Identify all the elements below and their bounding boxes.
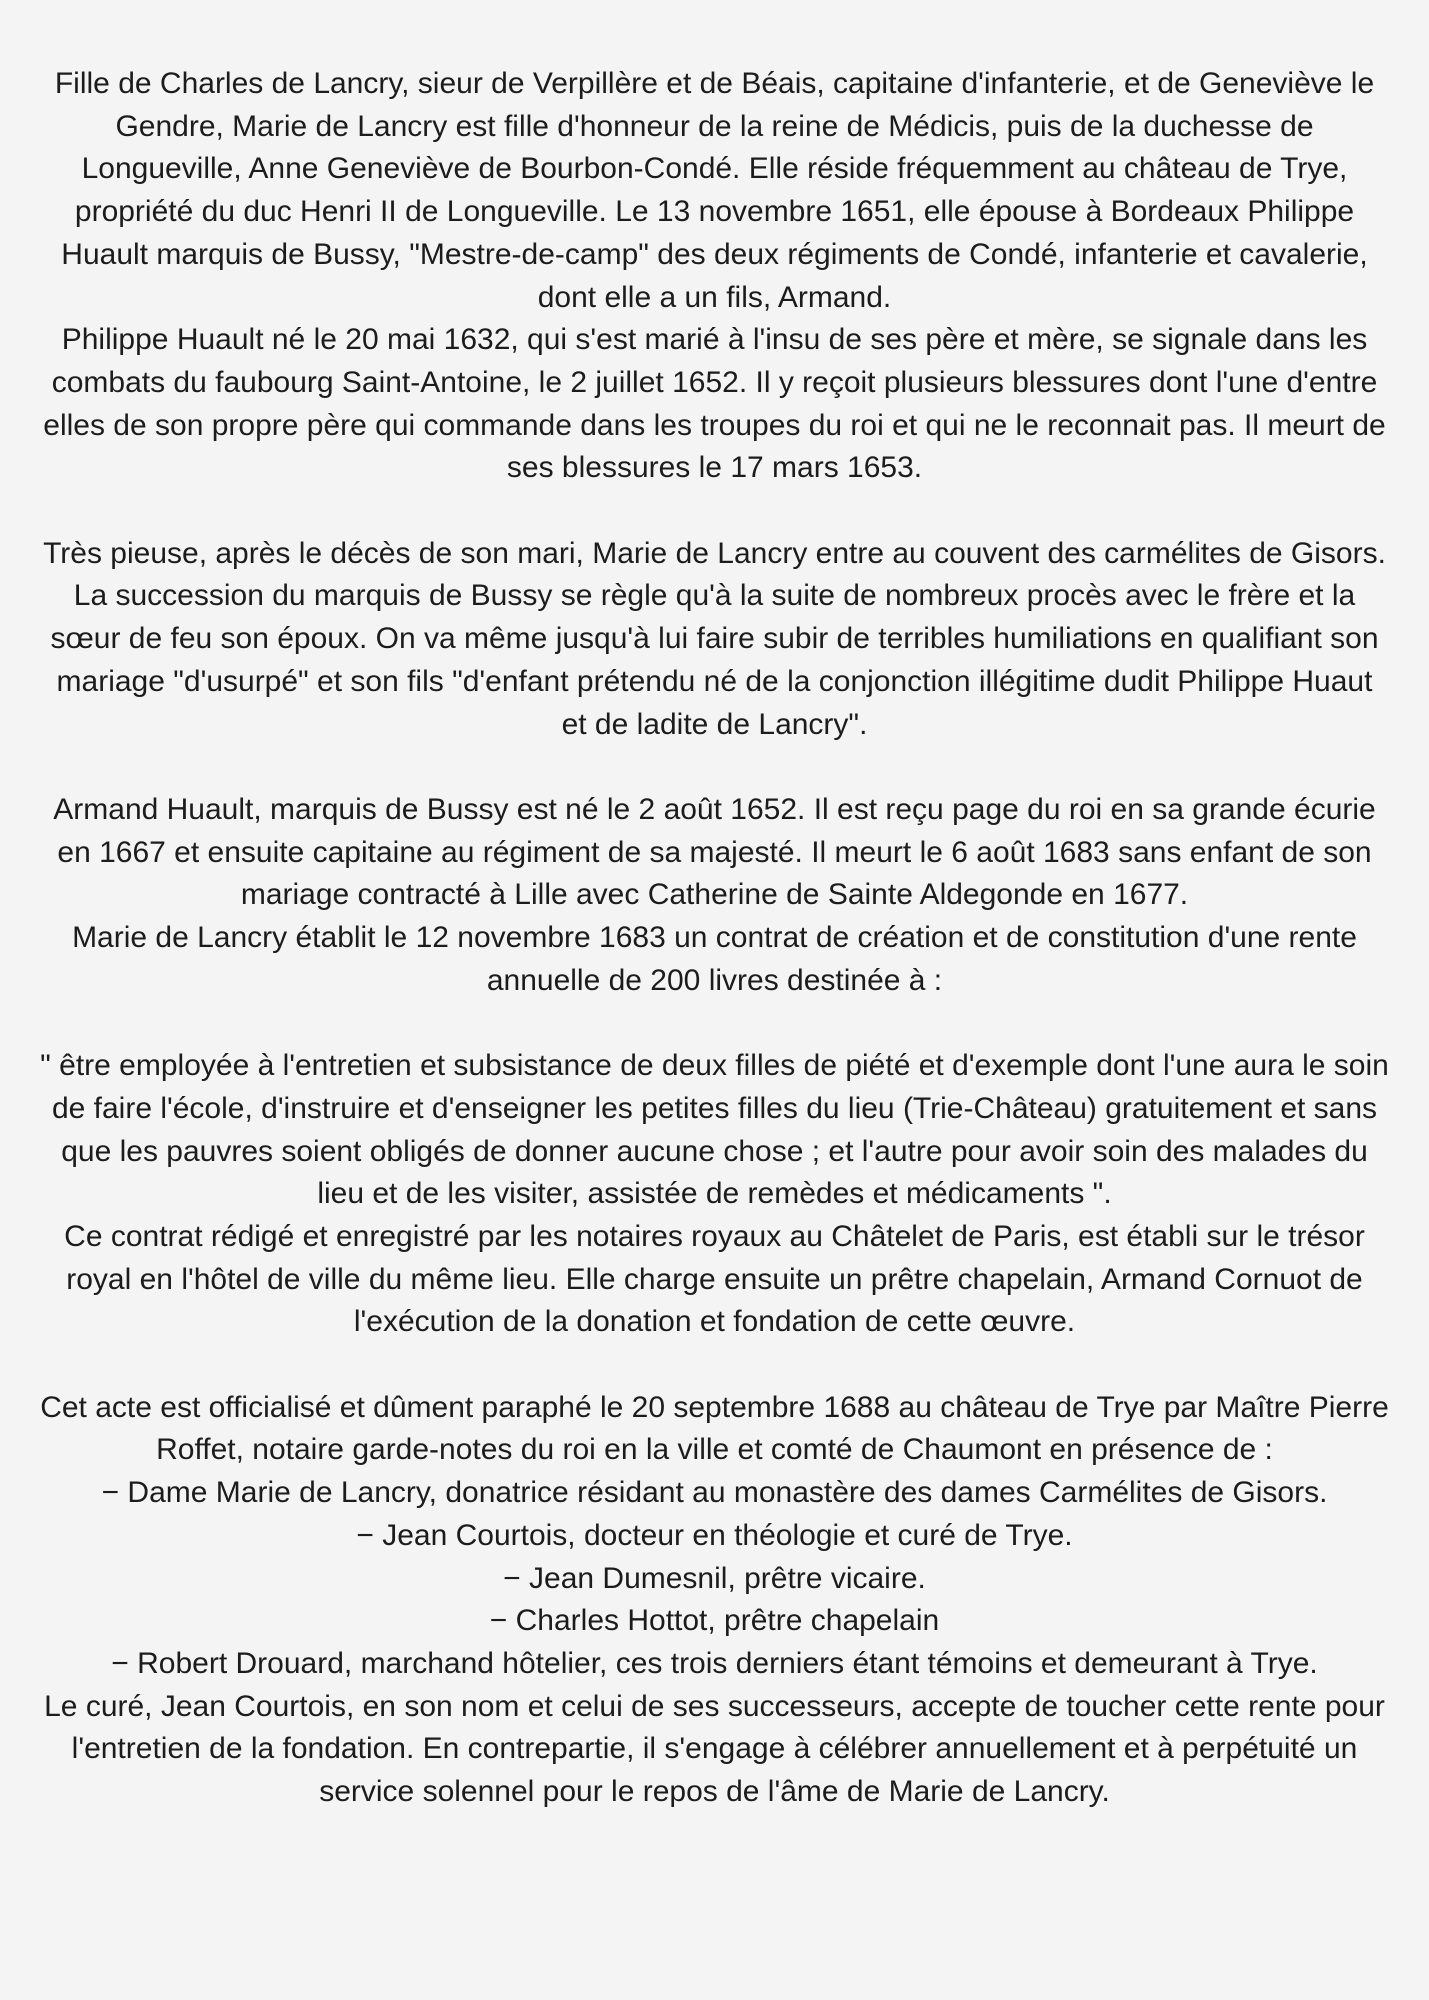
- paragraph-rente-contract: Marie de Lancry établit le 12 novembre 1683 un contrat de création et de constitution d'une rente annuelle de 200 livres destinée à :: [72, 921, 1357, 997]
- paragraph-gap: [40, 490, 1389, 533]
- paragraph-philippe-huault: Philippe Huault né le 20 mai 1632, qui s'est marié à l'insu de ses père et mère, se signale dans les combats du faubourg Saint-Antoine, le 2 juillet 1652. Il y reçoit plusieurs blessures dont l'une d'entre elles de son propre père qui commande dans les troupes du roi et qui ne le reconnait pas. Il meurt de ses blessures le 17 mars 1653.: [43, 323, 1386, 485]
- paragraph-contract-registration: Ce contrat rédigé et enregistré par les notaires royaux au Châtelet de Paris, est établi sur le trésor royal en l'hôtel de ville du même lieu. Elle charge ensuite un prêtre chapelain, Armand Cornuot de l'exécution de la donation et fondation de cette œuvre.: [64, 1219, 1365, 1339]
- paragraph-marie-origins: Fille de Charles de Lancry, sieur de Verpillère et de Béais, capitaine d'infanterie, et de Geneviève le Gendre, Marie de Lancry est fille d'honneur de la reine de Médicis, puis de la duchesse de Longueville, Anne Geneviève de Bourbon-Condé. Elle réside fréquemment au château de Trye, propriété du duc Henri II de Longueville. Le 13 novembre 1651, elle épouse à Bordeaux Philippe Huault marquis de Bussy, "Mestre-de-camp" des deux régiments de Condé, infanterie et cavalerie, dont elle a un fils, Armand.: [54, 67, 1375, 314]
- list-item-witness: − Charles Hottot, prêtre chapelain: [489, 1604, 940, 1638]
- paragraph-gap: [40, 1344, 1389, 1387]
- list-item-witness: − Jean Dumesnil, prêtre vicaire.: [503, 1561, 926, 1595]
- paragraph-act-officialised: Cet acte est officialisé et dûment paraphé le 20 septembre 1688 au château de Trye par Maître Pierre Roffet, notaire garde-notes du roi en la ville et comté de Chaumont en présence de :: [40, 1390, 1389, 1467]
- paragraph-gap: [40, 1002, 1389, 1045]
- paragraph-cure-acceptance: Le curé, Jean Courtois, en son nom et celui de ses successeurs, accepte de toucher cette rente pour l'entretien de la fondation. En contrepartie, il s'engage à célébrer annuellement et à perpétuité un service solennel pour le repos de l'âme de Marie de Lancry.: [44, 1689, 1385, 1809]
- paragraph-carmelites: Très pieuse, après le décès de son mari, Marie de Lancry entre au couvent des carmélites de Gisors. La succession du marquis de Bussy se règle qu'à la suite de nombreux procès avec le frère et la sœur de feu son époux. On va même jusqu'à lui faire subir de terribles humiliations en qualifiant son mariage "d'usurpé" et son fils "d'enfant prétendu né de la conjonction illégitime dudit Philippe Huaut et de ladite de Lancry".: [43, 536, 1386, 741]
- paragraph-armand-huault: Armand Huault, marquis de Bussy est né le 2 août 1652. Il est reçu page du roi en sa grande écurie en 1667 et ensuite capitaine au régiment de sa majesté. Il meurt le 6 août 1683 sans enfant de son mariage contracté à Lille avec Catherine de Sainte Aldegonde en 1677.: [53, 792, 1376, 912]
- paragraph-gap: [40, 746, 1389, 789]
- list-item-witness: − Robert Drouard, marchand hôtelier, ces trois derniers étant témoins et demeurant à Trye.: [111, 1646, 1318, 1680]
- list-item-witness: − Jean Courtois, docteur en théologie et curé de Trye.: [356, 1518, 1073, 1552]
- list-item-witness: − Dame Marie de Lancry, donatrice résidant au monastère des dames Carmélites de Gisors.: [101, 1476, 1328, 1510]
- paragraph-quote-purpose: " être employée à l'entretien et subsistance de deux filles de piété et d'exemple dont l'une aura le soin de faire l'école, d'instruire et d'enseigner les petites filles du lieu (Trie-Château) gratuitement et sans que les pauvres soient obligés de donner aucune chose ; et l'autre pour avoir soin des malades du lieu et de les visiter, assistée de remèdes et médicaments ".: [40, 1049, 1389, 1211]
